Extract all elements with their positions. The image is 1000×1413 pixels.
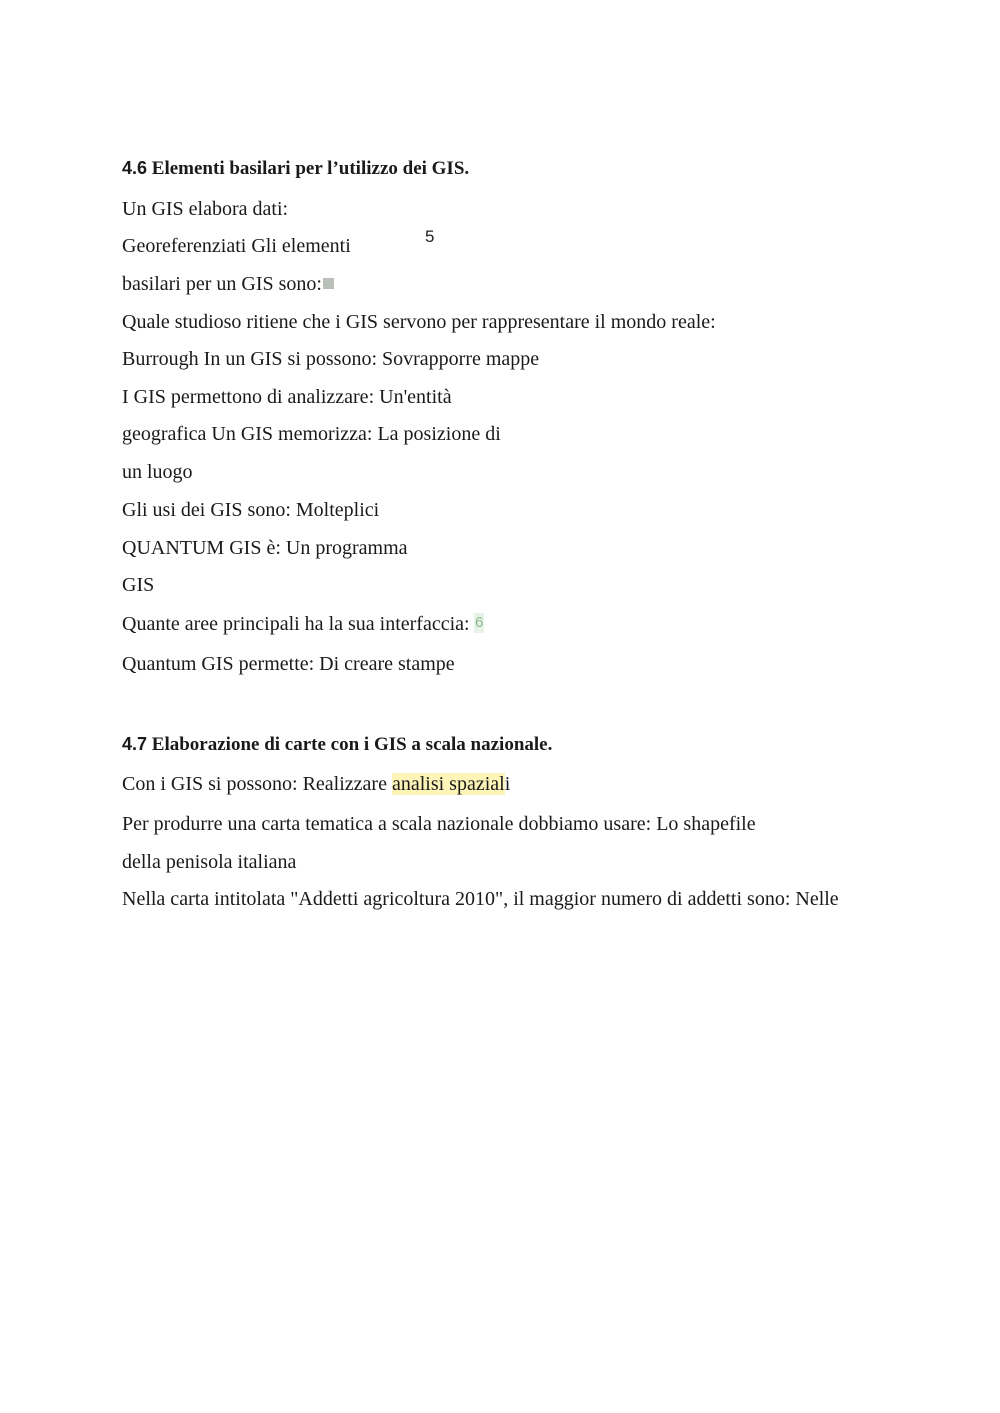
section-title: Elaborazione di carte con i GIS a scala nazionale. bbox=[151, 734, 553, 755]
text-line: Georeferenziati Gli elementi bbox=[122, 235, 351, 257]
text-line: della penisola italiana bbox=[122, 851, 297, 873]
text-segment: Con i GIS si possono: Realizzare bbox=[122, 773, 392, 795]
section-number: 4.7 bbox=[122, 734, 148, 754]
text-segment: i bbox=[504, 773, 511, 795]
text-line-content: basilari per un GIS sono: bbox=[122, 273, 322, 295]
text-line: Gli usi dei GIS sono: Molteplici bbox=[122, 499, 380, 521]
text-line: GIS bbox=[122, 574, 155, 596]
text-line: Quale studioso ritiene che i GIS servono per rappresentare il mondo reale: bbox=[122, 311, 716, 333]
section-heading-4-6 bbox=[122, 156, 469, 181]
text-line: I GIS permettono di analizzare: Un'entità bbox=[122, 386, 452, 408]
page-marker-number-faded: 6 bbox=[475, 614, 484, 631]
section-heading-4-7 bbox=[122, 732, 552, 757]
text-line: Quantum GIS permette: Di creare stampe bbox=[122, 653, 455, 675]
text-line: QUANTUM GIS è: Un programma bbox=[122, 537, 408, 559]
page-marker-number: 5 bbox=[425, 227, 435, 246]
text-line: geografica Un GIS memorizza: La posizione di bbox=[122, 423, 501, 445]
text-line: Un GIS elabora dati: bbox=[122, 198, 289, 220]
square-marker-icon bbox=[323, 278, 334, 289]
text-line: Per produrre una carta tematica a scala nazionale dobbiamo usare: Lo shapefile bbox=[122, 813, 756, 835]
highlighted-text: analisi spazial bbox=[391, 773, 505, 795]
text-line: Burrough In un GIS si possono: Sovrapporre mappe bbox=[122, 348, 540, 370]
text-line bbox=[122, 772, 510, 796]
text-line bbox=[122, 272, 334, 296]
section-title: Elementi basilari per l’utilizzo dei GIS. bbox=[151, 158, 470, 179]
text-line: Nella carta intitolata "Addetti agricoltura 2010", il maggior numero di addetti sono: Nelle bbox=[122, 888, 839, 910]
text-line: un luogo bbox=[122, 461, 193, 483]
text-line: Quante aree principali ha la sua interfaccia: bbox=[122, 613, 470, 635]
section-number: 4.6 bbox=[122, 158, 148, 178]
